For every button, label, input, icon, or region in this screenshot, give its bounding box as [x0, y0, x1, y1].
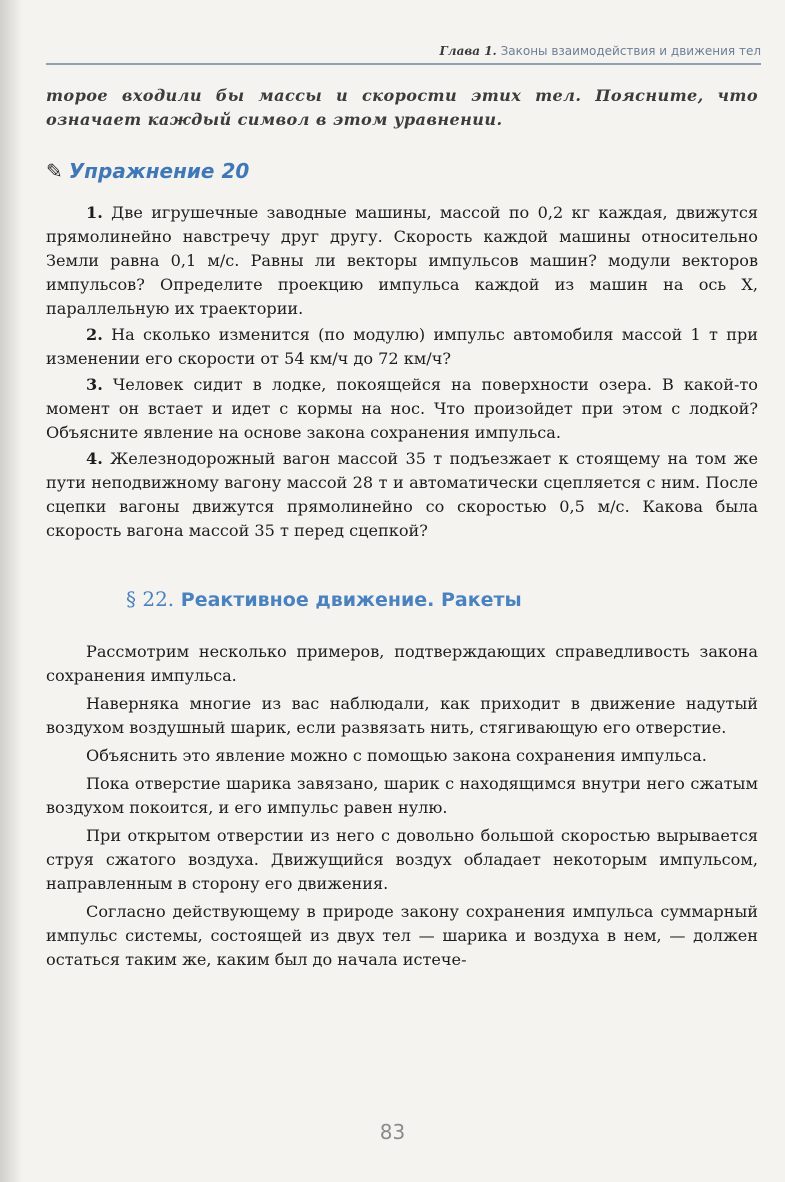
exercise-heading: [46, 159, 758, 183]
book-spine-shadow: [0, 0, 22, 1182]
body-paragraph: Объяснить это явление можно с помощью закона сохранения импульса.: [86, 746, 707, 765]
body-paragraph: Рассмотрим несколько примеров, подтверждающих справедливость закона сохранения импульса.: [46, 642, 758, 685]
chapter-title: Законы взаимодействия и движения тел: [500, 44, 761, 58]
section-title: Реактивное движение. Ракеты: [180, 589, 522, 611]
page-number: 83: [379, 1120, 406, 1144]
body-paragraph: Наверняка многие из вас наблюдали, как приходит в движение надутый воздухом воздушный шарик, если развязать нить, стягивающую его отверстие.: [46, 694, 758, 737]
header-rule: [46, 63, 761, 65]
body-paragraph: Пока отверстие шарика завязано, шарик с находящимся внутри него сжатым воздухом покоится, и его импульс равен нулю.: [46, 774, 758, 817]
page-content: [46, 84, 758, 976]
exercise-text: Две игрушечные заводные машины, массой по 0,2 кг каждая, движутся прямолинейно навстречу друг другу. Скорость каждой машины относительно Земли равна 0,1 м/с. Равны ли векторы импульсов машин? модули векторов импульсов? Определите проекцию импульса каждой из машин на ось X, параллельную их траектории.: [46, 203, 758, 318]
body-paragraph: При открытом отверстии из него с довольно большой скоростью вырывается струя сжатого воздуха. Движущийся воздух обладает некоторым импульсом, направленным в сторону его движения.: [46, 826, 758, 893]
pencil-icon: ✎: [46, 159, 63, 183]
exercise-item: [46, 201, 758, 321]
exercise-title: Упражнение 20: [68, 159, 250, 183]
exercise-text: Человек сидит в лодке, покоящейся на поверхности озера. В какой-то момент он встает и идет с кормы на нос. Что произойдет при этом с лодкой? Объясните явление на основе закона сохранения импульса.: [46, 375, 758, 442]
section-number: § 22.: [126, 587, 175, 611]
intro-paragraph: торое входили бы массы и скорости этих тел. Поясните, что означает каждый символ в этом уравнении.: [46, 86, 758, 129]
exercise-item: [46, 373, 758, 445]
exercise-item: [46, 323, 758, 371]
exercise-text: Железнодорожный вагон массой 35 т подъезжает к стоящему на том же пути неподвижному вагону массой 28 т и автоматически сцепляется с ним. После сцепки вагоны движутся прямолинейно со скоростью 0,5 м/с. Какова была скорость вагона массой 35 т перед сцепкой?: [46, 449, 758, 540]
running-header: [60, 44, 761, 58]
body-paragraph: Согласно действующему в природе закону сохранения импульса суммарный импульс системы, состоящей из двух тел — шарика и воздуха в нем, — должен остаться таким же, каким был до начала истече-: [46, 902, 758, 969]
exercise-number: 3.: [86, 375, 103, 394]
exercise-text: На сколько изменится (по модулю) импульс автомобиля массой 1 т при изменении его скорости от 54 км/ч до 72 км/ч?: [46, 325, 758, 368]
chapter-label: Глава 1.: [439, 44, 497, 58]
exercise-number: 1.: [86, 203, 103, 222]
exercise-number: 4.: [86, 449, 103, 468]
exercise-number: 2.: [86, 325, 103, 344]
exercise-item: [46, 447, 758, 543]
section-heading: [46, 587, 758, 612]
